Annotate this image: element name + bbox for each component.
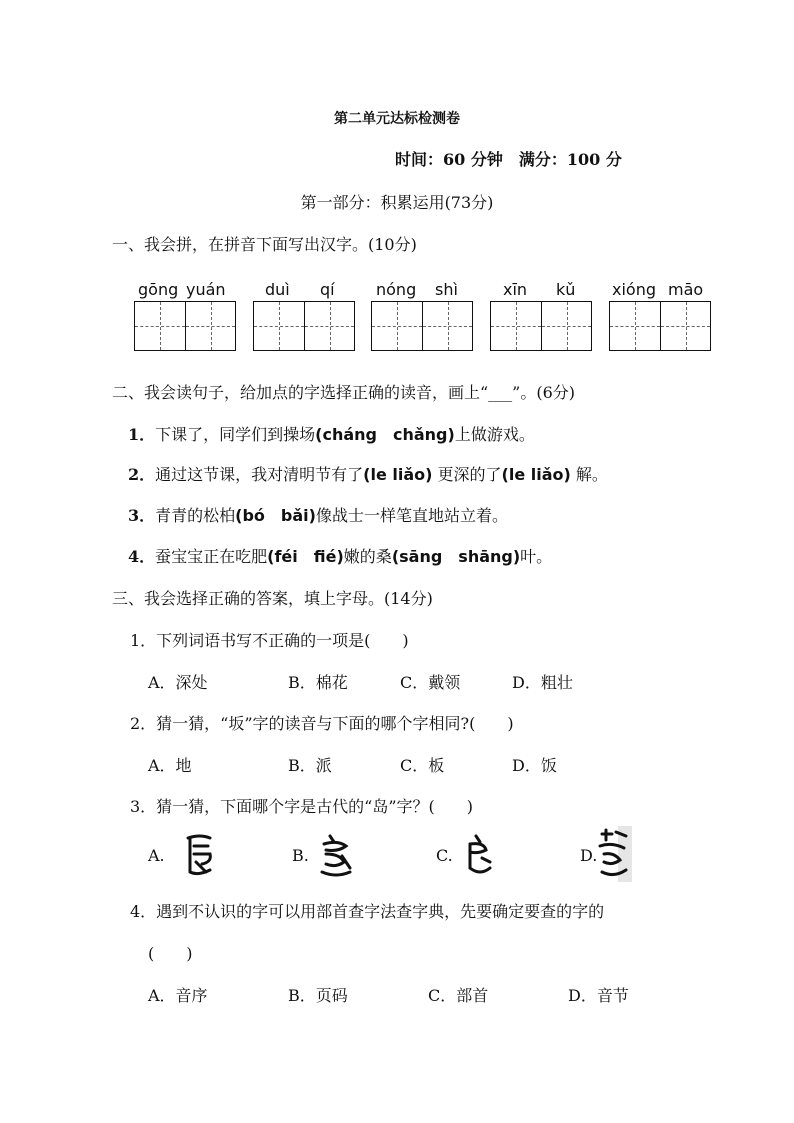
q3-option-c[interactable]: C. xyxy=(436,846,453,865)
pinyin-1a: gōng xyxy=(138,280,179,299)
pinyin-choice[interactable]: (bó bǎi) xyxy=(235,506,316,525)
pinyin-choice[interactable]: (le liǎo) xyxy=(363,465,433,484)
pinyin-choice[interactable]: (sāng shāng) xyxy=(391,547,521,566)
q3-option-b[interactable]: B. xyxy=(292,846,309,865)
exam-meta xyxy=(395,147,622,170)
q2-option-b[interactable]: B．派 xyxy=(288,756,332,775)
q1-stem: 1．下列词语书写不正确的一项是( ) xyxy=(130,631,409,650)
writing-grid-1[interactable] xyxy=(134,301,236,351)
section-3-title: 三、我会选择正确的答案，填上字母。(14分) xyxy=(112,589,433,608)
s2-item-2: 2．通过这节课，我对清明节有了(le liǎo) 更深的了(le liǎo) 解。 xyxy=(128,465,608,484)
exam-title: 第二单元达标检测卷 xyxy=(334,111,460,127)
section-1-title: 一、我会拼，在拼音下面写出汉字。(10分) xyxy=(112,235,417,254)
full-score: 满分：100 分 xyxy=(518,150,622,169)
writing-grid-5[interactable] xyxy=(609,301,711,351)
pinyin-3b: shì xyxy=(435,280,458,299)
s2-item-4: 4．蚕宝宝正在吃肥(féi fié)嫩的桑(sāng shāng)叶。 xyxy=(128,547,553,566)
part-heading: 第一部分：积累运用(73分) xyxy=(300,193,494,212)
pinyin-2a: duì xyxy=(265,280,290,299)
writing-grid-2[interactable] xyxy=(253,301,355,351)
writing-grid-3[interactable] xyxy=(371,301,473,351)
q4-option-c[interactable]: C．部首 xyxy=(428,986,489,1005)
pinyin-3a: nóng xyxy=(376,280,417,299)
q4-option-a[interactable]: A．音序 xyxy=(148,986,208,1005)
s2-item-1: 1．下课了，同学们到操场(cháng chǎng)上做游戏。 xyxy=(128,425,535,444)
pinyin-choice[interactable]: (féi fié) xyxy=(267,547,344,566)
q1-option-d[interactable]: D．粗壮 xyxy=(512,673,573,692)
seal-glyph-d-icon xyxy=(596,826,632,882)
q2-option-d[interactable]: D．饭 xyxy=(512,756,557,775)
q4-option-d[interactable]: D．音节 xyxy=(568,986,629,1005)
pinyin-choice[interactable]: (le liǎo) xyxy=(501,465,571,484)
seal-glyph-c-icon xyxy=(460,832,500,880)
q2-stem: 2．猜一猜，“坂”字的读音与下面的哪个字相同?( ) xyxy=(130,714,514,733)
pinyin-choice[interactable]: (cháng chǎng) xyxy=(315,425,455,444)
q2-option-a[interactable]: A．地 xyxy=(148,756,192,775)
q4-option-b[interactable]: B．页码 xyxy=(288,986,348,1005)
q1-option-c[interactable]: C．戴领 xyxy=(400,673,461,692)
pinyin-2b: qí xyxy=(320,280,335,299)
q3-option-d[interactable]: D. xyxy=(580,846,598,865)
s2-item-3: 3．青青的松柏(bó bǎi)像战士一样笔直地站立着。 xyxy=(128,506,508,525)
writing-grid-4[interactable] xyxy=(490,301,592,351)
q4-stem: 4．遇到不认识的字可以用部首查字法查字典，先要确定要查的字的 xyxy=(130,902,605,921)
pinyin-4a: xīn xyxy=(503,280,528,299)
pinyin-5b: māo xyxy=(668,280,704,299)
q2-option-c[interactable]: C．板 xyxy=(400,756,445,775)
pinyin-5a: xióng xyxy=(612,280,656,299)
q1-option-a[interactable]: A．深处 xyxy=(148,673,208,692)
time-limit: 时间：60 分钟 xyxy=(395,150,503,169)
pinyin-1b: yuán xyxy=(186,280,226,299)
seal-glyph-a-icon xyxy=(180,832,220,880)
pinyin-4b: kǔ xyxy=(556,280,576,299)
q1-option-b[interactable]: B．棉花 xyxy=(288,673,348,692)
q3-stem: 3．猜一猜，下面哪个字是古代的“岛”字？( ) xyxy=(130,797,474,816)
seal-glyph-b-icon xyxy=(316,832,356,880)
q4-answer-blank[interactable]: ( ) xyxy=(148,944,193,963)
q3-option-a[interactable]: A. xyxy=(148,846,165,865)
section-2-title: 二、我会读句子，给加点的字选择正确的读音，画上“___”。(6分) xyxy=(112,383,576,402)
